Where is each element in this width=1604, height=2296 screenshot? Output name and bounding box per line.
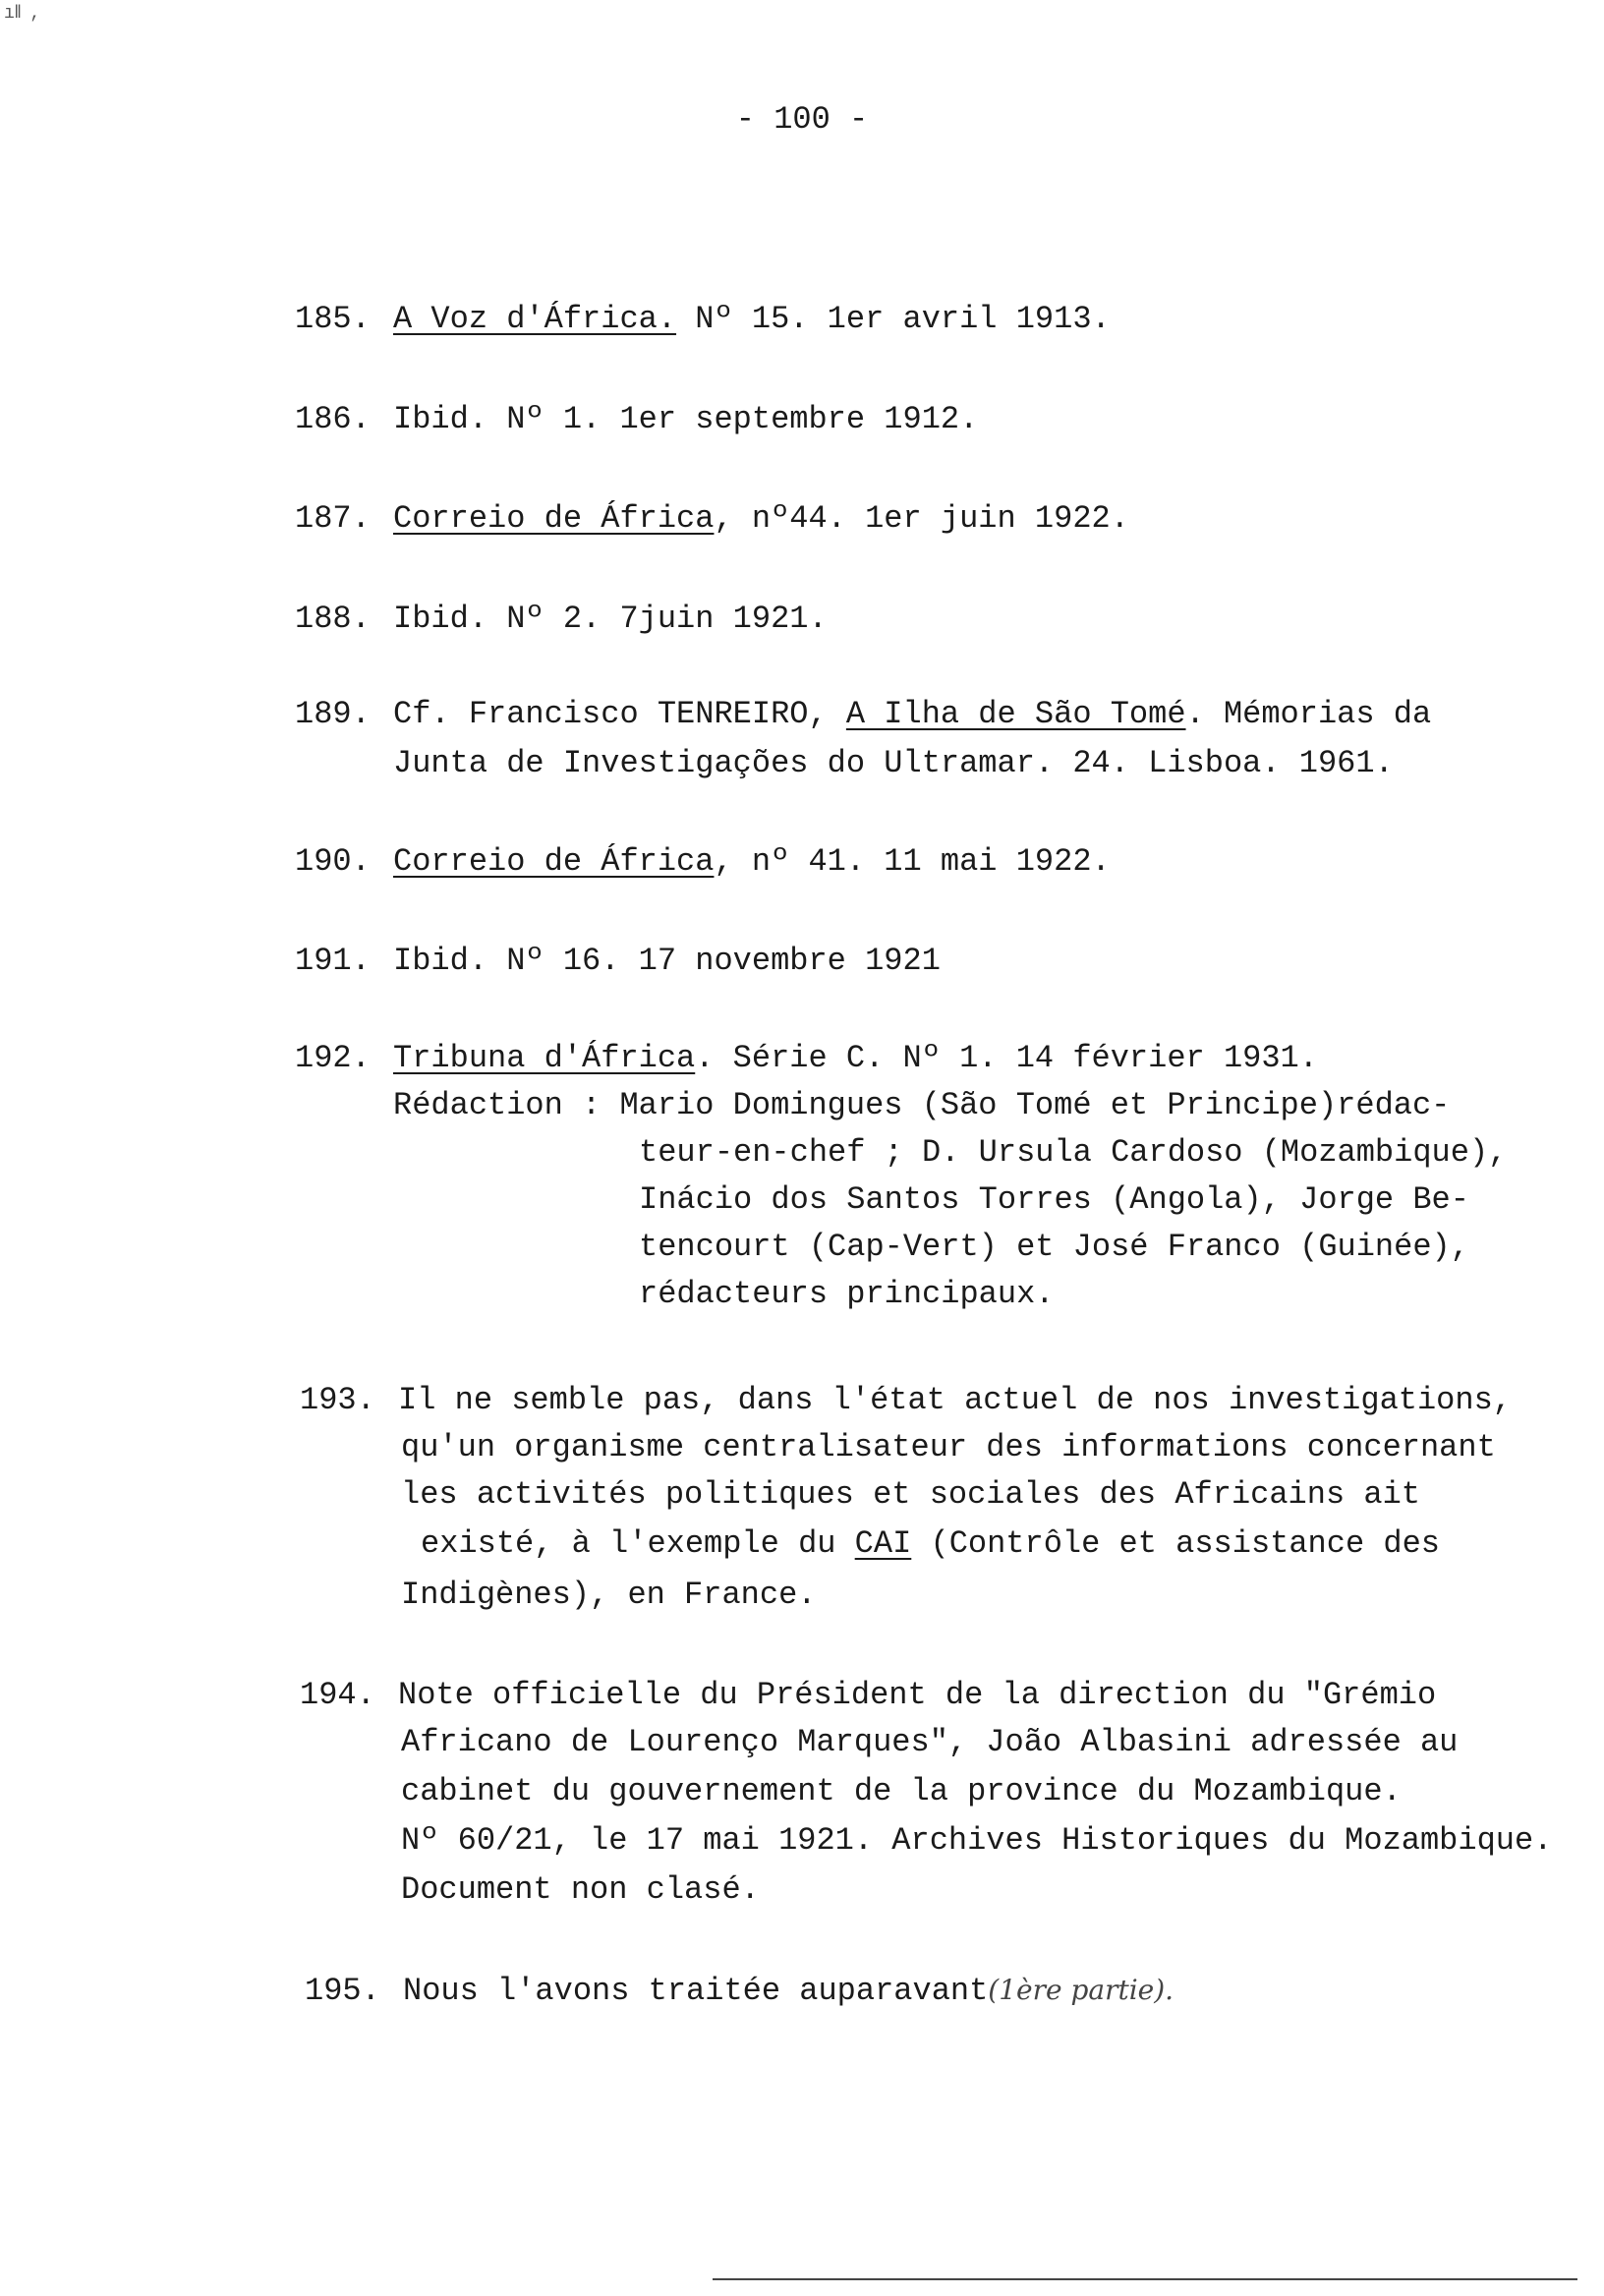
footnote-text: . Mémorias da [1185,696,1432,732]
footnote-number: 193. [300,1382,375,1418]
footnote-number: 190. [295,843,371,880]
footnote-text: Ibid. Nº 1. 1er septembre 1912. [393,401,979,437]
book-title: A Ilha de São Tomé [845,696,1186,732]
journal-title: Correio de África [393,500,715,537]
footnote-192-line-5: tencourt (Cap-Vert) et José Franco (Guinée), [639,1229,1469,1265]
footnote-number: 195. [305,1973,380,2009]
footnote-194-line-5: Document non clasé. [401,1871,760,1908]
footnote-text: Note officielle du Président de la direction du "Grémio [398,1677,1437,1713]
footnote-192-line-4: Inácio dos Santos Torres (Angola), Jorge Be- [639,1181,1469,1218]
footnote-193-line-3: les activités politiques et sociales des Africains ait [401,1476,1420,1513]
abbreviation-cai: CAI [854,1525,912,1562]
journal-title: Tribuna d'África [393,1040,696,1076]
footnote-194-line-3: cabinet du gouvernement de la province du Mozambique. [401,1773,1402,1809]
footnote-185 [295,295,1111,344]
footnote-text: , nº 41. 11 mai 1922. [714,843,1111,880]
footnote-193-line-2: qu'un organisme centralisateur des informations concernant [401,1429,1496,1465]
footnote-text: Cf. Francisco TENREIRO, [393,696,846,732]
footnote-189-line-2: Junta de Investigações do Ultramar. 24. Lisboa. 1961. [393,745,1394,781]
footnote-number: 192. [295,1040,371,1076]
footnote-188 [295,595,828,644]
footnote-192-line-6: rédacteurs principaux. [639,1276,1055,1312]
page-number: - 100 - [735,101,869,138]
footnote-187 [295,494,1129,544]
footnote-text: Ibid. Nº 2. 7juin 1921. [393,601,828,637]
footnote-194-line-4: Nº 60/21, le 17 mai 1921. Archives Historiques du Mozambique. [401,1822,1553,1859]
footnote-number: 187. [295,500,371,537]
footnote-194 [300,1671,1436,1720]
footnote-190 [295,837,1111,887]
footnote-193 [300,1376,1512,1425]
footnote-195 [305,1966,1174,2016]
footnote-186 [295,395,978,444]
footnote-text: Ibid. Nº 16. 17 novembre 1921 [393,943,941,979]
footnote-192-line-2: Rédaction : Mario Domingues (São Tomé et Principe)rédac- [393,1087,1451,1123]
journal-title: A Voz d'África. [393,301,677,337]
footnote-text: Nº 15. 1er avril 1913. [676,301,1111,337]
footnote-number: 191. [295,943,371,979]
footnote-number: 185. [295,301,371,337]
footnote-193-line-5: Indigènes), en France. [401,1577,817,1613]
footnote-number: 188. [295,601,371,637]
footnote-text: Il ne semble pas, dans l'état actuel de nos investigations, [398,1382,1512,1418]
journal-title: Correio de África [393,843,715,880]
footnote-number: 194. [300,1677,375,1713]
footnote-192 [295,1034,1318,1083]
footnote-text: Nous l'avons traitée auparavant [403,1973,989,2009]
footnote-189 [295,690,1431,739]
footnote-192-line-3: teur-en-chef ; D. Ursula Cardoso (Mozambique), [639,1134,1508,1171]
footnote-193-line-4 [421,1520,1440,1569]
scan-corner-mark: ıǁ , [4,4,39,24]
footnote-text: (Contrôle et assistance des [911,1525,1440,1562]
footnote-194-line-2: Africano de Lourenço Marques", João Albasini adressée au [401,1724,1459,1760]
footnote-text: . Série C. Nº 1. 14 février 1931. [695,1040,1318,1076]
footnote-number: 189. [295,696,371,732]
handwritten-annotation: (1ère partie). [988,1974,1174,2006]
footnote-text: existé, à l'exemple du [421,1525,855,1562]
footnote-text: , nº44. 1er juin 1922. [714,500,1129,537]
bottom-rule [713,2278,1577,2280]
footnote-number: 186. [295,401,371,437]
footnote-191 [295,937,941,986]
